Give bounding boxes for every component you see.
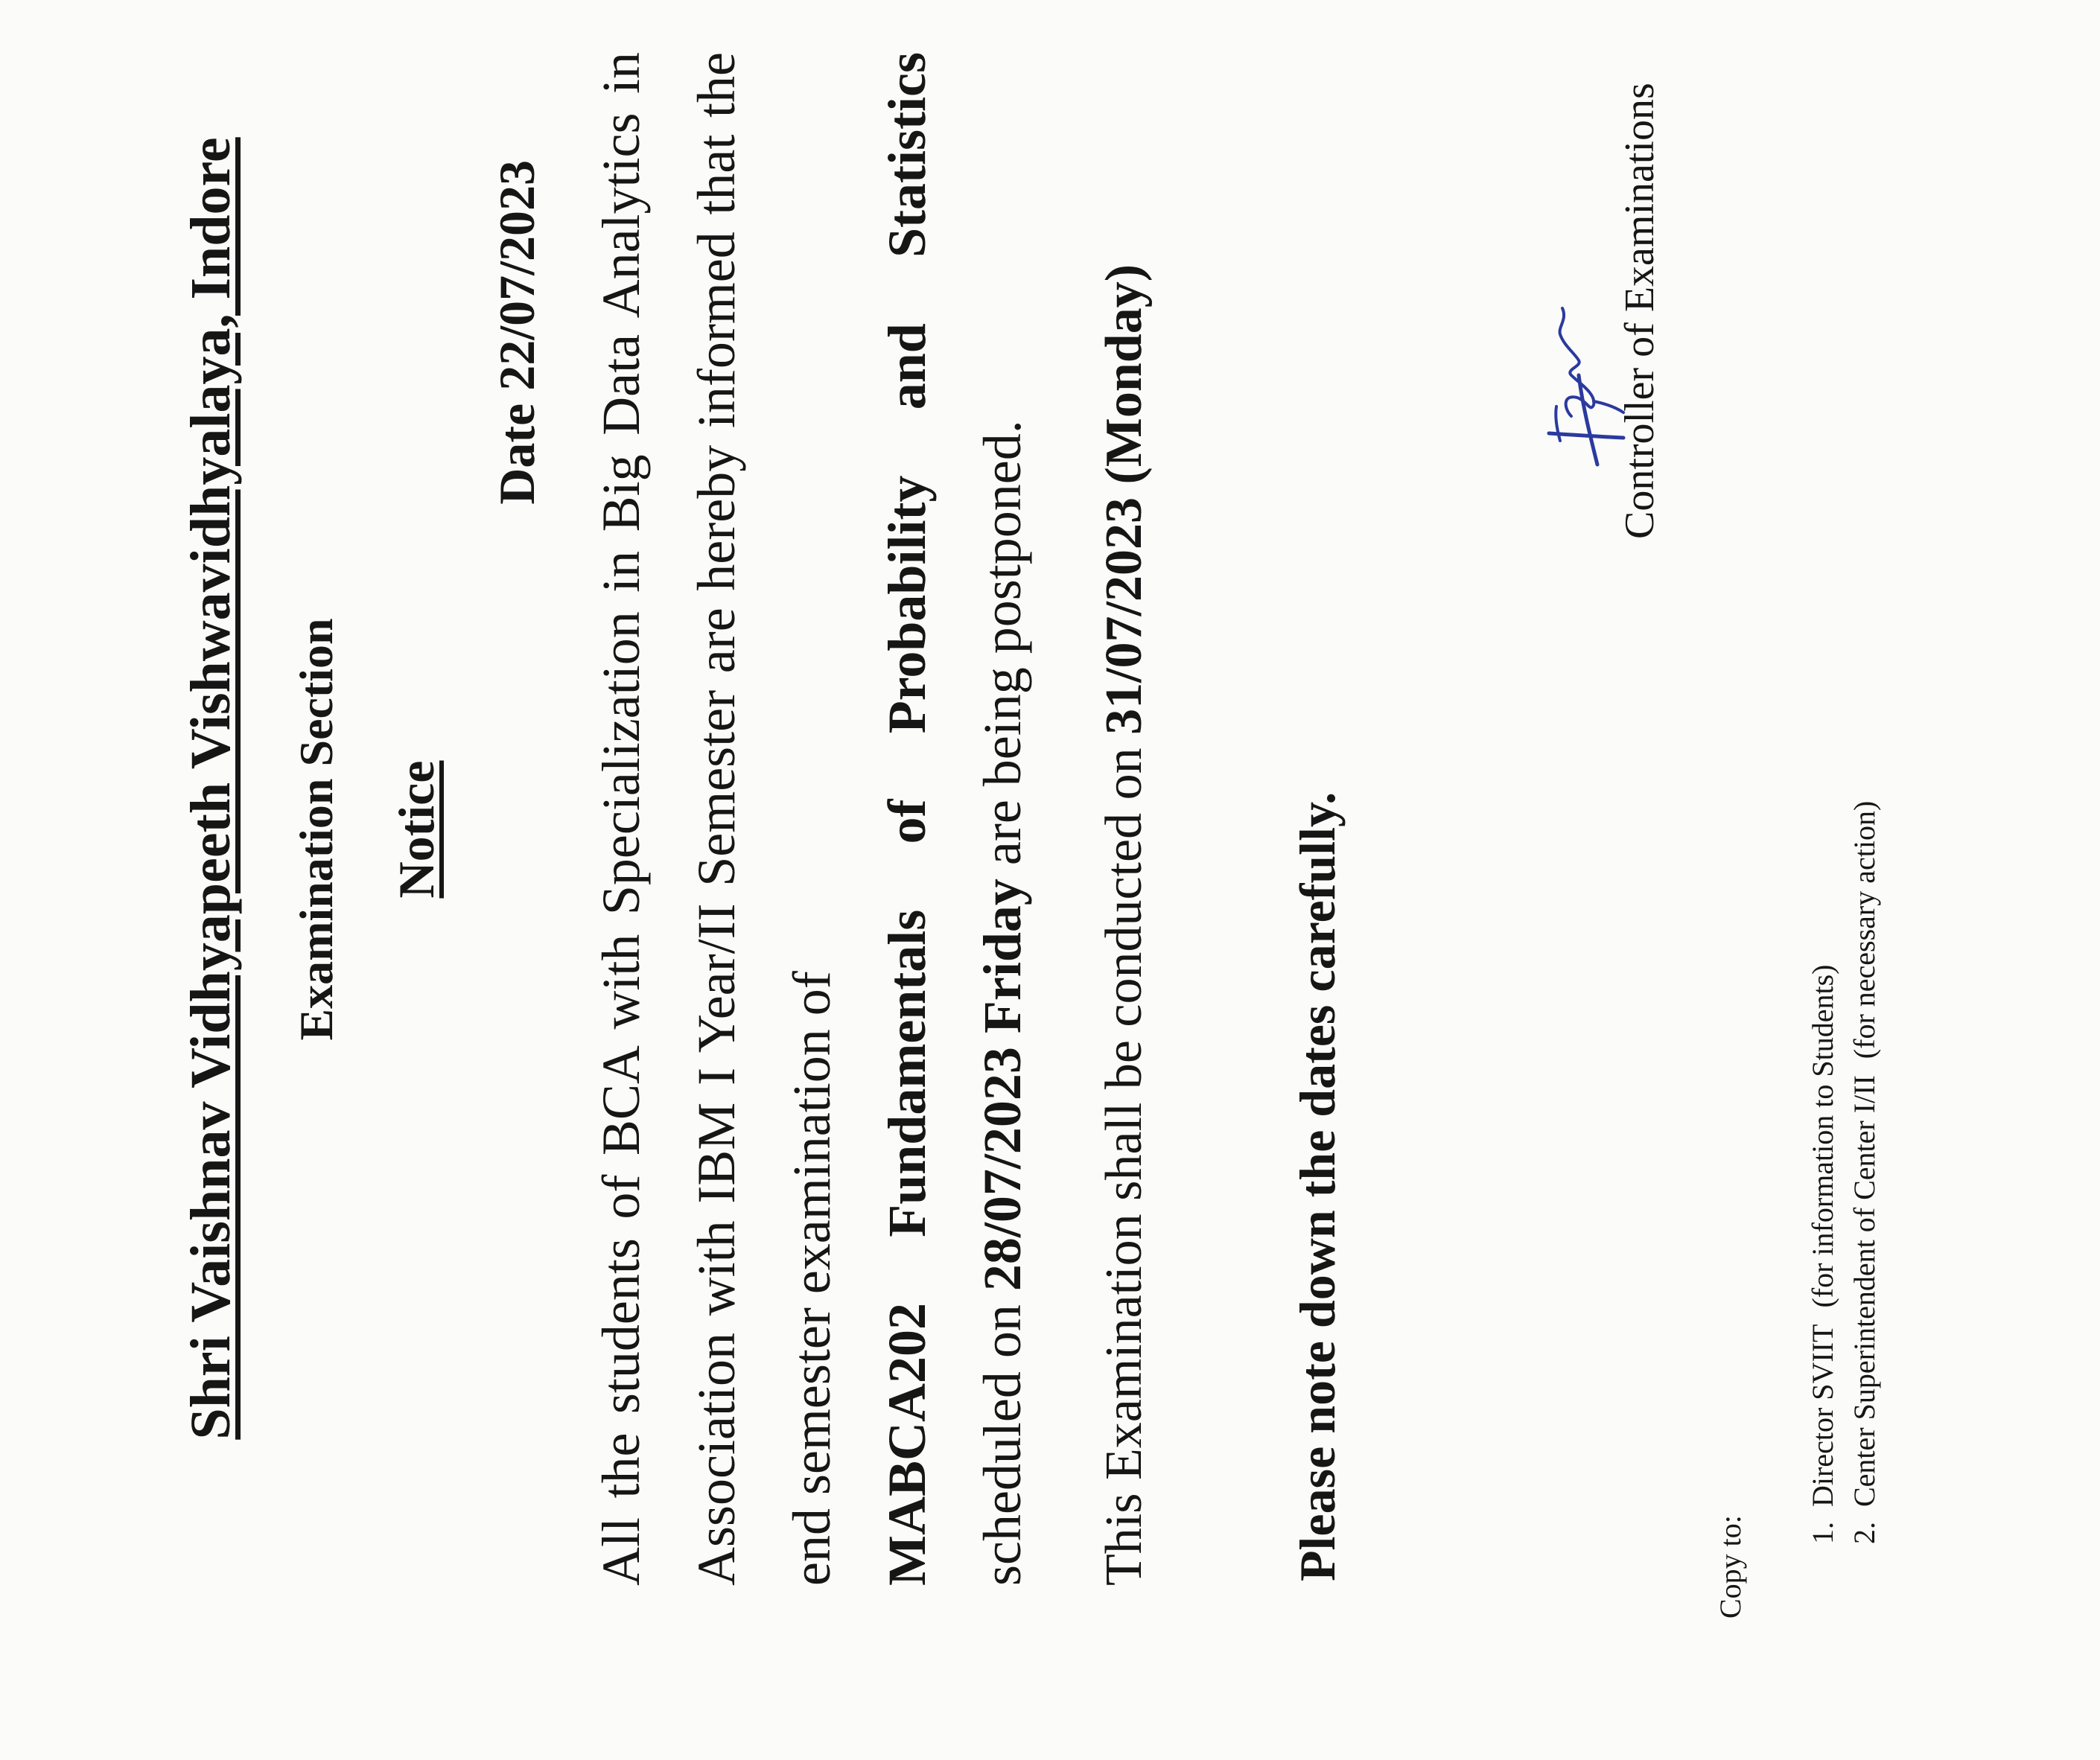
subject-name: MABCA202 Fundamentals of Probability and Statistics — [877, 52, 937, 1586]
list-item-purpose: (for necessary action) — [1848, 800, 1881, 1059]
copy-to-heading: Copy to: — [1714, 1515, 1747, 1619]
list-item — [1844, 801, 1886, 1544]
postponed-date: 28/07/2023 Friday — [973, 879, 1032, 1292]
notice-paragraph — [573, 52, 1050, 1586]
signatory-designation: Controller of Examinations — [1617, 83, 1663, 539]
notice-title: Notice — [388, 760, 445, 899]
list-item-recipient: Director SVIIT — [1806, 1324, 1839, 1507]
university-title: Shri Vaishnav Vidhyapeeth Vishwavidhyalaya, Indore — [179, 137, 242, 1440]
important-note: Please note down the dates carefully. — [1289, 791, 1346, 1581]
scheduled-prefix: scheduled on — [973, 1304, 1032, 1586]
rescheduled-prefix: This Examination shall be conducted on — [1095, 747, 1153, 1586]
list-item — [1802, 801, 1844, 1544]
list-item-number: 2. — [1848, 1522, 1881, 1544]
rescheduled-date: 31/07/2023 (Monday) — [1095, 264, 1153, 735]
list-item-recipient: Center Superintendent of Center I/II — [1848, 1075, 1881, 1507]
copy-to-list — [1802, 801, 1886, 1544]
paragraph-text: All the students of BCA with Specialization in Big Data Analytics in Association with IBM I Year/II Semester are hereby informed that the end semester examination of — [591, 52, 841, 1586]
section-heading: Examination Section — [290, 618, 343, 1041]
postponed-text: are being postponed. — [973, 420, 1032, 866]
list-item-number: 1. — [1806, 1522, 1839, 1544]
notice-date: Date 22/07/2023 — [489, 160, 545, 505]
list-item-purpose: (for information to Students) — [1806, 964, 1839, 1308]
rescheduled-line — [1095, 264, 1154, 1586]
